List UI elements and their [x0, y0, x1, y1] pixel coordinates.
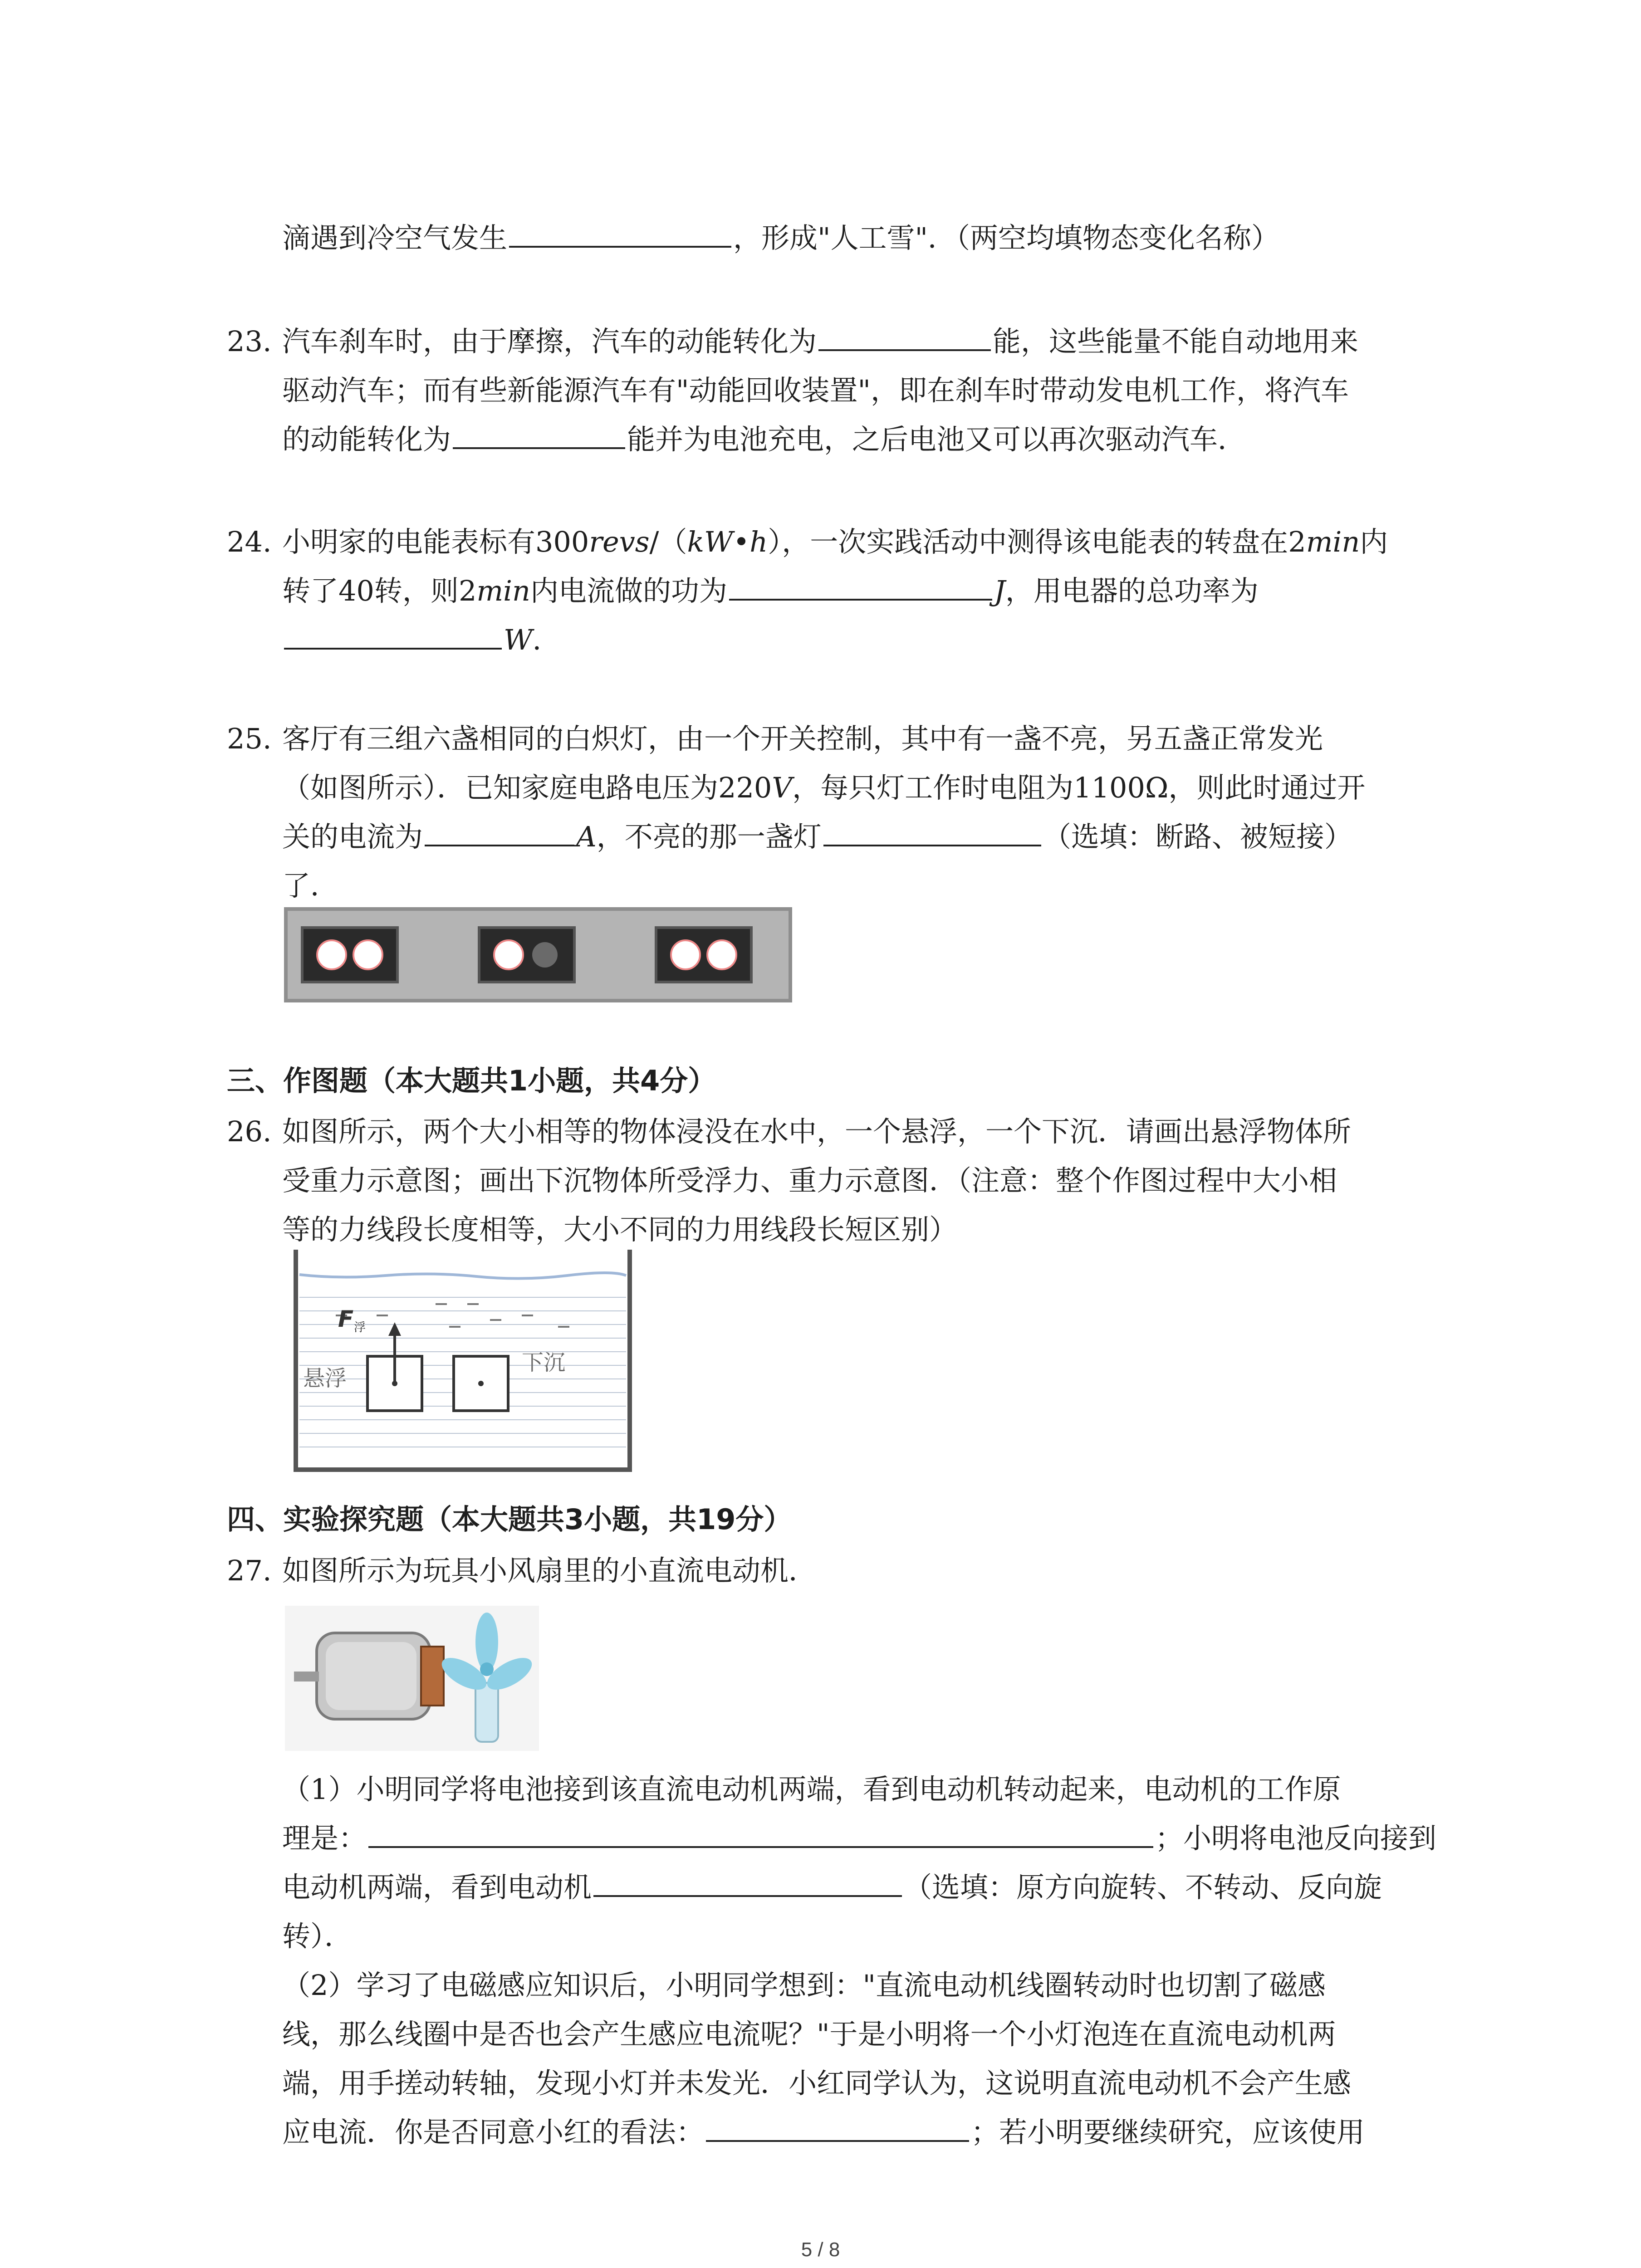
q27-part1-line1: （1）小明同学将电池接到该直流电动机两端，看到电动机转动起来，电动机的工作原 — [282, 1773, 1341, 1806]
q25-blank-fault[interactable] — [823, 819, 1041, 846]
lamp-group-2 — [479, 928, 574, 982]
q27-part2-line3: 端，用手搓动转轴，发现小灯并未发光．小红同学认为，这说明直流电动机不会产生感 — [282, 2067, 1352, 2100]
dc-motor — [294, 1633, 444, 1719]
q23-blank-2[interactable] — [453, 422, 625, 449]
q26-line1: 26. 如图所示，两个大小相等的物体浸没在水中，一个悬浮，一个下沉．请画出悬浮物体所 — [227, 1115, 1352, 1148]
page-number: 5 / 8 — [801, 2239, 840, 2261]
q27-blank-reverse[interactable] — [593, 1870, 902, 1897]
q23-blank-1[interactable] — [818, 324, 991, 351]
beaker-figure — [286, 1247, 640, 1483]
lamp-group-1 — [302, 928, 397, 982]
q26-line3: 等的力线段长度相等，大小不同的力用线段长短区别） — [282, 1213, 958, 1246]
q26-line2: 受重力示意图；画出下沉物体所受浮力、重力示意图．（注意：整个作图过程中大小相 — [282, 1164, 1337, 1197]
q24-line3: W． — [282, 620, 561, 660]
q25-line1: 25. 客厅有三组六盏相同的白炽灯，由一个开关控制，其中有一盏不亮，另五盏正常发光 — [227, 722, 1323, 755]
q25-line2: （如图所示）．已知家庭电路电压为220V，每只灯工作时电阻为1100Ω，则此时通过开 — [282, 771, 1366, 804]
q25-line4: 了． — [282, 869, 339, 902]
q25-blank-current[interactable] — [425, 819, 574, 846]
q27-part1-line4: 转）． — [282, 1920, 353, 1953]
q24-blank-work[interactable] — [729, 573, 992, 601]
q27-blank-principle[interactable] — [368, 1821, 1153, 1848]
q27-line1: 27. 如图所示为玩具小风扇里的小直流电动机． — [227, 1554, 817, 1587]
q25-line3: 关的电流为 A，不亮的那一盏灯 （选填：断路、被短接） — [282, 820, 1352, 853]
q24-line1: 24. 小明家的电能表标有300revs/（kW•h），一次实践活动中测得该电能表的转盘在2min内 — [227, 525, 1388, 558]
lamps-photo — [284, 907, 792, 1002]
q27-blank-opinion[interactable] — [706, 2115, 969, 2142]
q23-line2: 驱动汽车；而有些新能源汽车有"动能回收装置"，即在刹车时带动发电机工作，将汽车 — [282, 374, 1349, 407]
water-surface — [299, 1273, 626, 1279]
q24-blank-power[interactable] — [284, 622, 502, 650]
q27-part1-line3: 电动机两端，看到电动机 （选填：原方向旋转、不转动、反向旋 — [282, 1871, 1382, 1904]
section-4-heading: 四、实验探究题（本大题共3小题，共19分） — [227, 1503, 792, 1536]
sinking-block — [454, 1356, 508, 1411]
q27-part1-line2: 理是： ；小明将电池反向接到 — [282, 1822, 1437, 1855]
q23-line1: 23. 汽车刹车时，由于摩擦，汽车的动能转化为 能，这些能量不能自动地用来 — [227, 325, 1359, 358]
q27-part2-line1: （2）学习了电磁感应知识后，小明同学想到："直流电动机线圈转动时也切割了磁感 — [282, 1969, 1326, 2002]
q27-part2-line4: 应电流．你是否同意小红的看法： ；若小明要继续研究，应该使用 — [282, 2116, 1365, 2149]
q24-line2: 转了40转，则2min内电流做的功为 J，用电器的总功率为 — [282, 574, 1259, 607]
q27-part2-line2: 线，那么线圈中是否也会产生感应电流呢？"于是小明将一个小灯泡连在直流电动机两 — [282, 2018, 1336, 2051]
q23-line3: 的动能转化为 能并为电池充电，之后电池又可以再次驱动汽车． — [282, 423, 1246, 456]
force-symbol: F — [338, 1306, 354, 1332]
force-subscript: 浮 — [354, 1321, 366, 1334]
floating-block — [338, 1306, 422, 1411]
q22-continuation: 滴遇到冷空气发生 ，形成"人工雪"．（两空均填物态变化名称） — [282, 221, 1280, 254]
lamp-group-3 — [656, 928, 751, 982]
float-label: 悬浮 — [303, 1366, 347, 1391]
section-3-heading: 三、作图题（本大题共1小题，共4分） — [227, 1064, 716, 1097]
sink-label: 下沉 — [522, 1350, 566, 1375]
q22-blank[interactable] — [509, 220, 731, 248]
motor-fan-photo — [285, 1606, 539, 1751]
